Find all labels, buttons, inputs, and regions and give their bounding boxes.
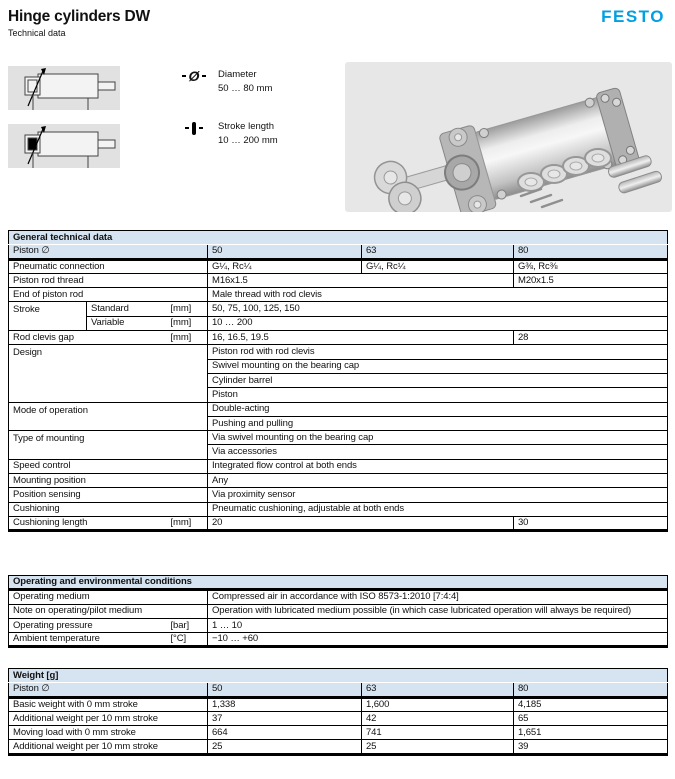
cylinder-schematic-bottom	[8, 124, 120, 168]
row-label: Pneumatic connection	[9, 259, 208, 273]
sub-label: Variable	[87, 316, 167, 330]
general-technical-data-table	[8, 230, 667, 532]
section-title: Weight [g]	[9, 669, 668, 683]
col-80: 80	[514, 245, 668, 259]
value: Piston rod with rod clevis	[208, 345, 668, 359]
hinge-cylinder-photo	[345, 62, 672, 212]
row-label: Speed control	[9, 459, 208, 473]
value: Piston	[208, 388, 668, 402]
row-ambient-temperature	[9, 633, 668, 647]
value: −10 … +60	[208, 633, 668, 647]
row-label: Stroke	[9, 302, 87, 331]
value-63: 741	[362, 726, 514, 740]
value-80: 30	[514, 516, 668, 530]
stroke-length-label: Stroke length	[218, 121, 274, 132]
row-rod-clevis-gap	[9, 331, 668, 345]
festo-logo: FESTO	[601, 7, 665, 26]
row-label: Type of mounting	[9, 431, 208, 460]
value: Via proximity sensor	[208, 488, 668, 502]
value-80: 39	[514, 740, 668, 754]
row-type-of-mounting	[9, 431, 668, 445]
unit: [bar]	[167, 618, 208, 632]
row-label: Ambient temperature	[9, 633, 167, 647]
section-title: Operating and environmental conditions	[9, 576, 668, 590]
value: Integrated flow control at both ends	[208, 459, 668, 473]
operating-conditions-table	[8, 575, 667, 648]
value: Swivel mounting on the bearing cap	[208, 359, 668, 373]
value: Operation with lubricated medium possible (in which case lubricated operation will always be required)	[208, 604, 668, 618]
value-80: 1,651	[514, 726, 668, 740]
sub-label: Standard	[87, 302, 167, 316]
section-title-row	[9, 669, 668, 683]
value-80: 65	[514, 711, 668, 725]
row-label: Mode of operation	[9, 402, 208, 431]
row-cushioning-length	[9, 516, 668, 530]
cylinder-schematic-icon	[8, 66, 120, 110]
value-63: 42	[362, 711, 514, 725]
row-label: Mounting position	[9, 474, 208, 488]
cylinder-schematic-icon	[8, 124, 120, 168]
value: Via accessories	[208, 445, 668, 459]
row-speed-control	[9, 459, 668, 473]
row-stroke-standard	[9, 302, 668, 316]
row-label: Piston rod thread	[9, 273, 208, 287]
col-63: 63	[362, 245, 514, 259]
piston-diameter-header-row	[9, 683, 668, 697]
row-label: Rod clevis gap	[9, 331, 167, 345]
row-label: Additional weight per 10 mm stroke	[9, 711, 208, 725]
feature-diameter	[172, 68, 272, 96]
row-stroke-variable	[9, 316, 668, 330]
row-label: Piston ∅	[9, 245, 208, 259]
value-63: 1,600	[362, 697, 514, 711]
value-63: 25	[362, 740, 514, 754]
value: Via swivel mounting on the bearing cap	[208, 431, 668, 445]
cylinder-schematic-top	[8, 66, 120, 110]
unit: [mm]	[167, 302, 208, 316]
value-50: 37	[208, 711, 362, 725]
row-label: End of piston rod	[9, 288, 208, 302]
diameter-label: Diameter	[218, 69, 257, 80]
stroke-length-range: 10 … 200 mm	[218, 135, 278, 146]
row-label: Additional weight per 10 mm stroke	[9, 740, 208, 754]
piston-diameter-header-row	[9, 245, 668, 259]
diameter-range: 50 … 80 mm	[218, 83, 273, 94]
value: 1 … 10	[208, 618, 668, 632]
value: Male thread with rod clevis	[208, 288, 668, 302]
row-additional-weight	[9, 711, 668, 725]
row-label: Note on operating/pilot medium	[9, 604, 208, 618]
value: 10 … 200	[208, 316, 668, 330]
value: Pushing and pulling	[208, 416, 668, 430]
row-label: Design	[9, 345, 208, 402]
row-label: Basic weight with 0 mm stroke	[9, 697, 208, 711]
value-50-63: M16x1.5	[208, 273, 514, 287]
row-operating-medium	[9, 590, 668, 604]
value: Any	[208, 474, 668, 488]
row-label: Piston ∅	[9, 683, 208, 697]
row-position-sensing	[9, 488, 668, 502]
col-63: 63	[362, 683, 514, 697]
row-operating-pressure	[9, 618, 668, 632]
row-label: Cushioning length	[9, 516, 167, 530]
row-piston-rod-thread	[9, 273, 668, 287]
page-title: Hinge cylinders DW	[8, 8, 150, 25]
value: Double-acting	[208, 402, 668, 416]
row-additional-weight-moving	[9, 740, 668, 754]
row-moving-load	[9, 726, 668, 740]
unit: [mm]	[167, 316, 208, 330]
row-label: Position sensing	[9, 488, 208, 502]
value-50: 1,338	[208, 697, 362, 711]
value: 50, 75, 100, 125, 150	[208, 302, 668, 316]
value-50: G¼, Rc¼	[208, 259, 362, 273]
row-label: Operating pressure	[9, 618, 167, 632]
page-subtitle: Technical data	[8, 28, 66, 38]
value: Compressed air in accordance with ISO 8573-1:2010 [7:4:4]	[208, 590, 668, 604]
value-63: G¼, Rc¼	[362, 259, 514, 273]
value-50-63: 16, 16.5, 19.5	[208, 331, 514, 345]
value-50: 25	[208, 740, 362, 754]
col-80: 80	[514, 683, 668, 697]
row-design	[9, 345, 668, 359]
row-cushioning	[9, 502, 668, 516]
value-80: G⅜, Rc⅜	[514, 259, 668, 273]
row-label: Operating medium	[9, 590, 208, 604]
unit: [mm]	[167, 516, 208, 530]
value: Cylinder barrel	[208, 373, 668, 387]
row-mode-of-operation	[9, 402, 668, 416]
row-end-of-piston-rod	[9, 288, 668, 302]
value-80: 28	[514, 331, 668, 345]
feature-stroke-length	[172, 120, 278, 148]
row-label: Cushioning	[9, 502, 208, 516]
col-50: 50	[208, 245, 362, 259]
section-title-row	[9, 231, 668, 245]
diameter-icon: Ø	[172, 68, 216, 84]
value-80: 4,185	[514, 697, 668, 711]
value: Pneumatic cushioning, adjustable at both ends	[208, 502, 668, 516]
value-80: M20x1.5	[514, 273, 668, 287]
col-50: 50	[208, 683, 362, 697]
value-50-63: 20	[208, 516, 514, 530]
row-pneumatic-connection	[9, 259, 668, 273]
row-basic-weight	[9, 697, 668, 711]
weight-table	[8, 668, 667, 756]
product-photo	[345, 62, 672, 212]
unit: [mm]	[167, 331, 208, 345]
row-mounting-position	[9, 474, 668, 488]
stroke-length-icon	[172, 120, 216, 136]
value-50: 664	[208, 726, 362, 740]
section-title: General technical data	[9, 231, 668, 245]
section-title-row	[9, 576, 668, 590]
row-note-on-medium	[9, 604, 668, 618]
unit: [°C]	[167, 633, 208, 647]
row-label: Moving load with 0 mm stroke	[9, 726, 208, 740]
